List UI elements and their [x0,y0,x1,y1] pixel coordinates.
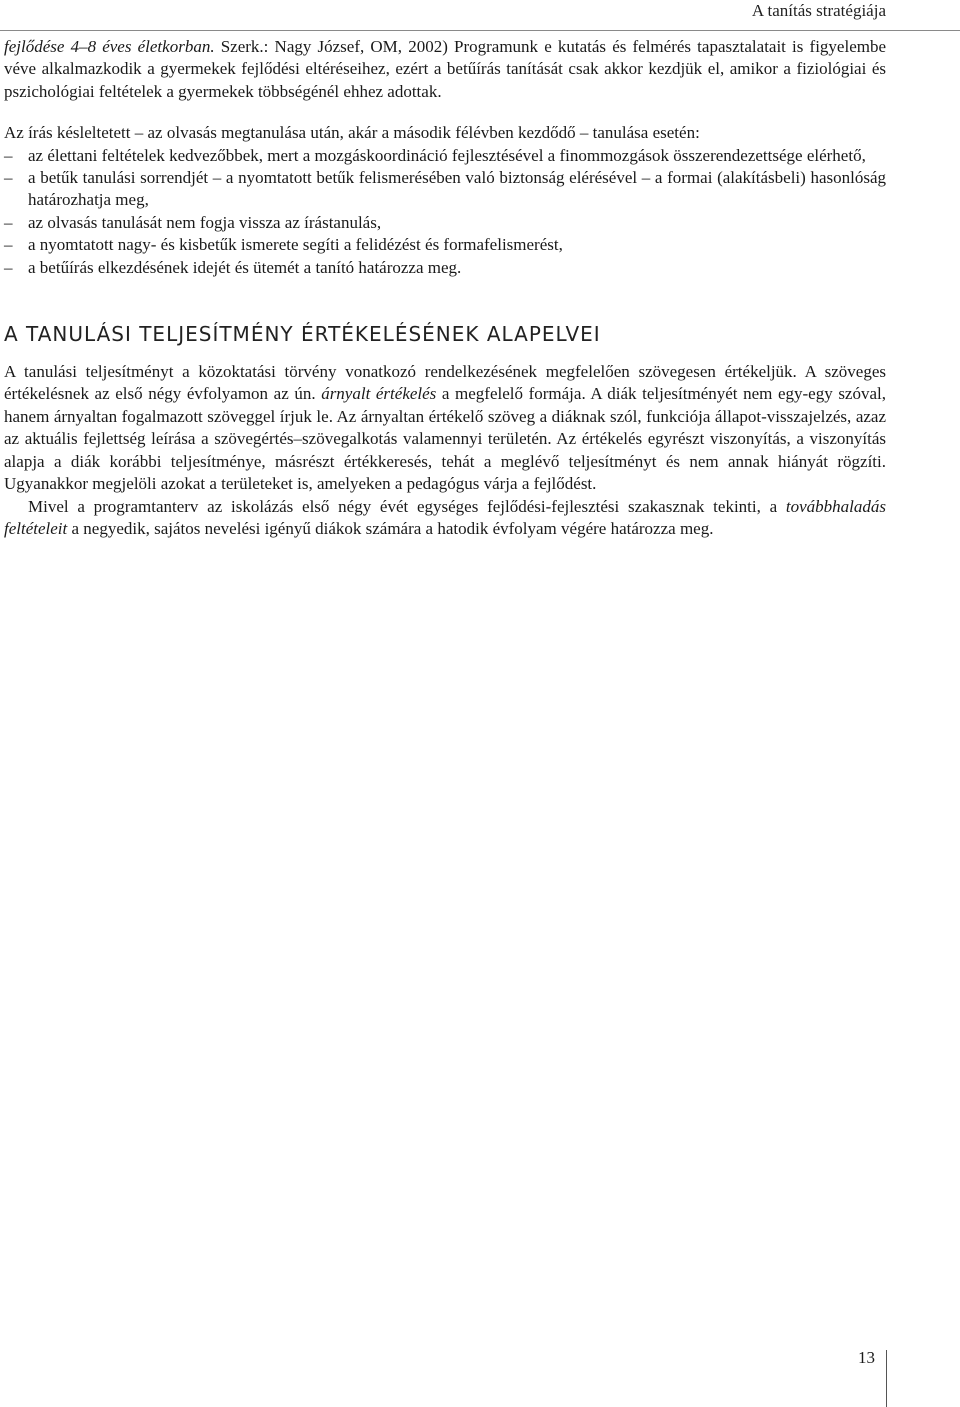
progression-text-a: Mivel a programtanterv az iskolázás első négy évét egységes fejlődési-fejlesztési szakasznak tekinti, a [28,496,786,516]
section-heading: A TANULÁSI TELJESÍTMÉNY ÉRTÉKELÉSÉNEK ALAPELVEI [4,322,601,347]
list-item: – a nyomtatott nagy- és kisbetűk ismerete segíti a felidézést és formafelismerést, [4,234,886,256]
progression-paragraph [4,496,886,541]
assessment-term-italic: árnyalt értékelés [321,384,437,404]
delayed-writing-list [4,145,886,279]
progression-term-italic: továbbhaladás feltételeit [4,496,886,538]
page-number-rule [886,1350,887,1407]
page-number: 13 [858,1348,875,1367]
running-title: A tanítás stratégiája [751,1,886,20]
running-header [0,0,960,31]
assessment-text-b: a megfelelő formája. A diák teljesítményét nem egy-egy szóval, hanem árnyaltan fogalmazott szöveggel írjuk le. Az árnyaltan értékelő szöveg a diáknak szól, funkciója állapot-visszajelzés, azaz az aktuális fejlettség leírása a szövegértés–szövegalkotás valamennyi területén. Az értékelés egyrészt viszonyítás, a viszonyítás alapja a diák korábbi teljesítménye, másrészt értékkeresés, tehát a meglévő teljesítményt és nem annak hiányát rögzíti. Ugyanakkor megjelöli azokat a területeket is, amelyeken a pedagógus várja a fejlődést. [4,384,886,494]
intro-paragraph [4,36,886,103]
list-item: – a betűírás elkezdésének idejét és ütemét a tanító határozza meg. [4,257,886,279]
progression-text-b: a negyedik, sajátos nevelési igényű diákok számára a hatodik évfolyam végére határozza meg. [67,518,714,538]
intro-text: Szerk.: Nagy József, OM, 2002) Programunk e kutatás és felmérés tapasztalatait is figyelembe véve alkalmazkodik a gyermekek fejlődési eltéréseihez, ezért a betűírás tanítását csak akkor kezdjük el, amikor a fiziológiai és pszichológiai feltételek a gyermekek többségénél ehhez adottak. [4,37,887,101]
list-item: – az olvasás tanulását nem fogja vissza az írástanulás, [4,212,886,234]
list-item: – az élettani feltételek kedvezőbbek, mert a mozgáskoordináció fejlesztésével a finommozgások összerendezettsége elérhető, [4,145,886,167]
citation-italic: fejlődése 4–8 éves életkorban. [4,37,215,56]
assessment-paragraph [4,361,886,495]
assessment-text-a: A tanulási teljesítményt a közoktatási törvény vonatkozó rendelkezésének megfelelően szövegesen értékeljük. A szöveges értékelésnek az első négy évfolyamon az ún. [4,362,886,404]
list-item: – a betűk tanulási sorrendjét – a nyomtatott betűk felismerésében való biztonság elérésével – a formai (alakításbeli) hasonlóság határozhatja meg, [4,167,886,212]
page-body [4,36,886,540]
delayed-writing-lead: Az írás késleltetett – az olvasás megtanulása után, akár a második félévben kezdődő – tanulása esetén: [4,123,700,143]
